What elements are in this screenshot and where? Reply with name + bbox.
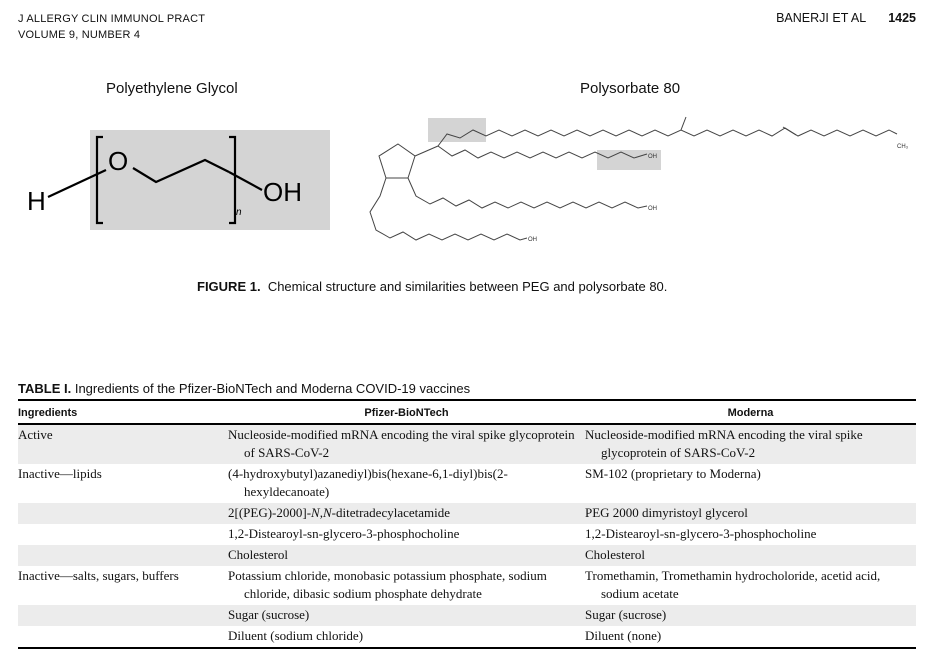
header-pfizer: Pfizer-BioNTech	[228, 400, 585, 424]
header-ingredients: Ingredients	[18, 400, 228, 424]
peg-oh-group: OH	[263, 177, 302, 207]
table-caption	[18, 381, 470, 396]
figure-label: FIGURE 1.	[197, 279, 261, 294]
table-row	[18, 424, 916, 464]
polysorbate-80-structure	[370, 117, 897, 240]
peg-o-atom: O	[108, 146, 129, 176]
ps-chain-top	[438, 128, 897, 146]
cell-category: Inactive—lipids	[18, 466, 102, 481]
cell-category	[18, 524, 228, 545]
ps-link-1	[415, 146, 438, 156]
table-row	[18, 464, 916, 503]
ps-highlight-1	[428, 118, 486, 142]
ps-ring	[379, 144, 415, 178]
peg-title: Polyethylene Glycol	[106, 80, 238, 97]
ps-oh-1: OH	[648, 154, 657, 160]
cell-moderna: Nucleoside-modified mRNA encoding the viral spike glycoprotein of SARS-CoV-2	[585, 424, 916, 464]
journal-volume: VOLUME 9, NUMBER 4	[18, 29, 141, 41]
journal-name: J ALLERGY CLIN IMMUNOL PRACT	[18, 13, 206, 25]
cell-pfizer: 1,2-Distearoyl-sn-glycero-3-phosphocholine	[228, 526, 460, 541]
cell-moderna: Sugar (sucrose)	[585, 605, 916, 626]
cell-moderna: 1,2-Distearoyl-sn-glycero-3-phosphocholine	[585, 526, 817, 541]
cell-category	[18, 605, 228, 626]
table-row	[18, 524, 916, 545]
cell-category	[18, 545, 228, 566]
cell-category: Inactive—salts, sugars, buffers	[18, 568, 179, 583]
authors: BANERJI ET AL	[776, 11, 867, 25]
cell-moderna: PEG 2000 dimyristoyl glycerol	[585, 503, 916, 524]
cell-pfizer: Diluent (sodium chloride)	[228, 626, 585, 648]
header-moderna: Moderna	[585, 400, 916, 424]
ps-chain-bottom	[370, 178, 527, 240]
cell-pfizer: Potassium chloride, monobasic potassium phosphate, sodium chloride, dibasic sodium phosphate dehydrate	[228, 568, 547, 601]
cell-pfizer: Cholesterol	[228, 545, 585, 566]
table-label: TABLE I.	[18, 381, 72, 396]
cell-category	[18, 626, 228, 648]
table-row	[18, 566, 916, 605]
cell-moderna: Tromethamin, Tromethamin hydrocholoride, acetid acid, sodium acetate	[585, 568, 881, 601]
table-header-row	[18, 400, 916, 424]
cell-moderna: Diluent (none)	[585, 626, 916, 648]
ps-oh-3: OH	[528, 237, 537, 243]
cell-pfizer: 2[(PEG)-2000]-N,N-ditetradecylacetamide	[228, 503, 585, 524]
table-row	[18, 545, 916, 566]
ps-highlight-2	[597, 150, 661, 170]
ps-double-bond	[783, 127, 796, 135]
running-header-right	[776, 11, 916, 25]
polysorbate-title: Polysorbate 80	[580, 80, 681, 97]
peg-h-atom: H	[27, 186, 46, 216]
page-number: 1425	[888, 11, 916, 25]
ingredients-table	[18, 399, 916, 649]
ps-ch3: CH₃	[897, 144, 909, 150]
cell-moderna: Cholesterol	[585, 545, 916, 566]
cell-pfizer: (4-hydroxybutyl)azanediyl)bis(hexane-6,1-diyl)bis(2-hexyldecanoate)	[228, 466, 508, 499]
table-title: Ingredients of the Pfizer-BioNTech and Moderna COVID-19 vaccines	[74, 381, 471, 396]
ps-chain-lower	[408, 178, 647, 208]
figure-caption-text: Chemical structure and similarities between PEG and polysorbate 80.	[267, 279, 668, 294]
cell-pfizer: Sugar (sucrose)	[228, 605, 585, 626]
ps-carbonyl	[681, 117, 686, 130]
figure-1-structures	[0, 100, 936, 270]
cell-category	[18, 503, 228, 524]
cell-pfizer: Nucleoside-modified mRNA encoding the viral spike glycoprotein of SARS-CoV-2	[228, 424, 585, 464]
running-header-left	[18, 11, 205, 43]
cell-moderna: SM-102 (proprietary to Moderna)	[585, 466, 761, 481]
peg-n-subscript: n	[236, 207, 242, 218]
table-row	[18, 605, 916, 626]
table-row	[18, 503, 916, 524]
table-row	[18, 626, 916, 648]
figure-caption	[197, 279, 667, 294]
cell-category: Active	[18, 424, 228, 464]
ps-oh-2: OH	[648, 206, 657, 212]
